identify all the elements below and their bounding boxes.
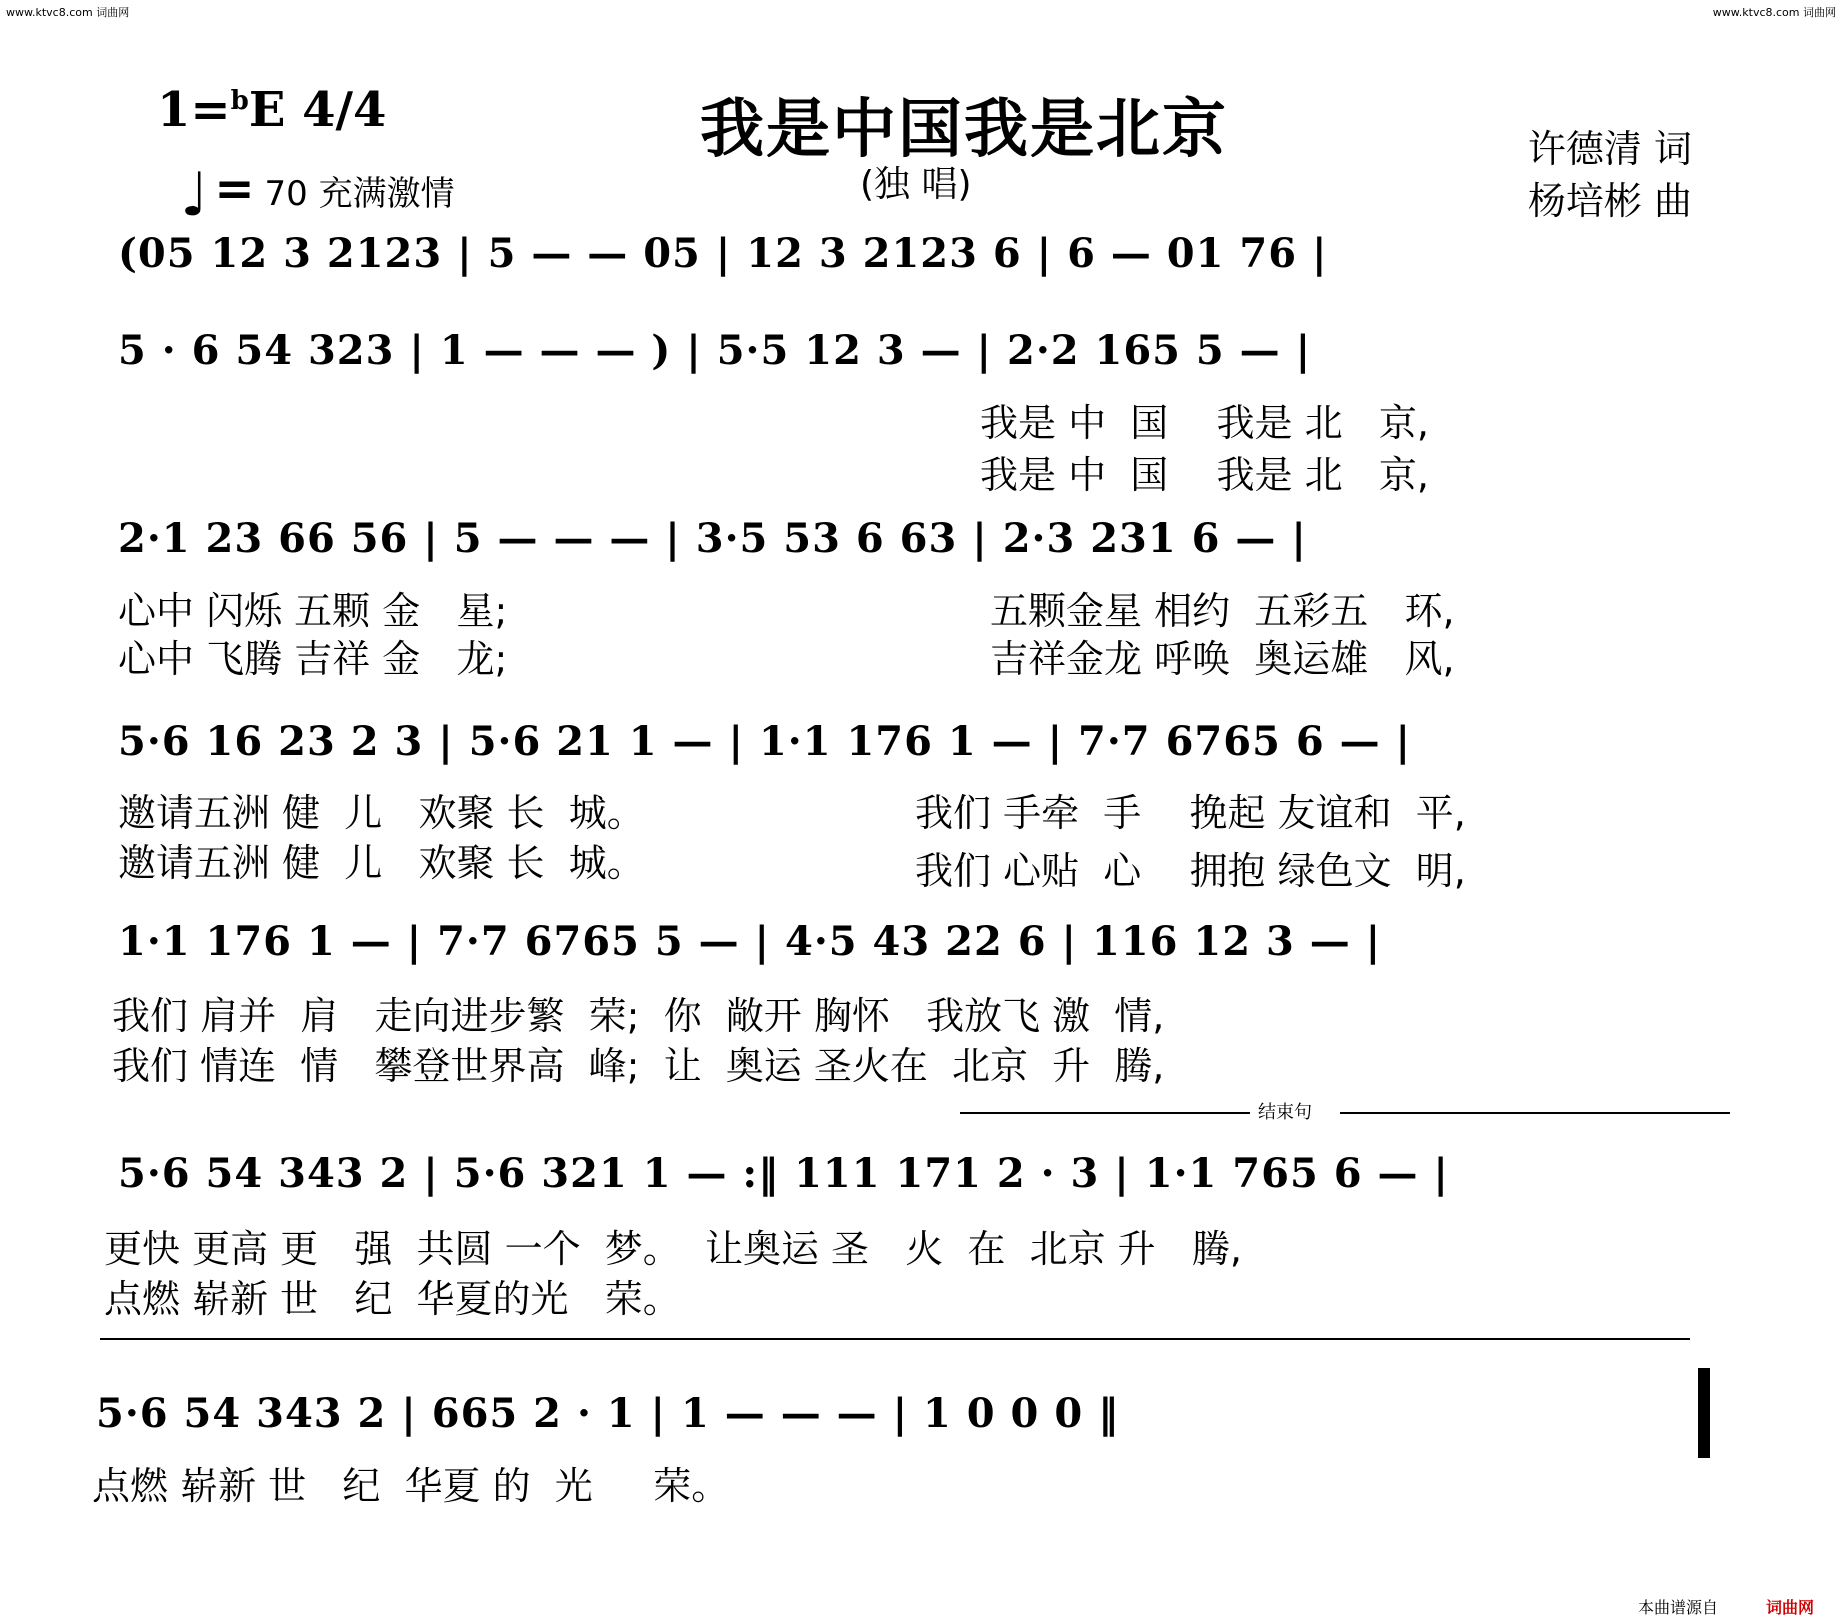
song-subtitle: (独 唱) [860, 164, 972, 205]
song-title: 我是中国我是北京 [700, 93, 1228, 167]
lyric-row2-verse1: 我是 中 国 我是 北 京, [980, 401, 1429, 445]
lyric-row6-verse2: 点燃 崭新 世 纪 华夏的光 荣。 [104, 1277, 681, 1321]
lyric-row4-verse2-a: 邀请五洲 健 儿 欢聚 长 城。 [118, 841, 645, 885]
final-barline [1698, 1368, 1710, 1458]
lyric-row7-verse1: 点燃 崭新 世 纪 华夏 的 光 荣。 [92, 1464, 730, 1508]
lyricist-credit: 许德清 词 [1527, 127, 1692, 171]
ending-bracket-left [960, 1112, 1250, 1114]
score-line-3: 2·1 23 66 56 | 5 — — — | 3·5 53 6 63 | 2·3 231 6 — | [118, 515, 1307, 562]
score-line-4: 5·6 16 23 2 3 | 5·6 21 1 — | 1·1 176 1 — | 7·7 6765 6 — | [118, 718, 1412, 765]
score-line-5: 1·1 176 1 — | 7·7 6765 5 — | 4·5 43 22 6 | 116 12 3 — | [118, 918, 1382, 965]
lyric-row3-verse1-b: 五颗金星 相约 五彩五 环, [990, 589, 1455, 633]
watermark-left: www.ktvc8.com 词曲网 [6, 6, 130, 19]
key-signature [157, 82, 386, 138]
key-flat: b [230, 86, 249, 116]
lyric-row3-verse2-b: 吉祥金龙 呼唤 奥运雄 风, [990, 637, 1455, 681]
lyric-row3-verse2-a: 心中 飞腾 吉祥 金 龙; [118, 637, 508, 681]
key-prefix: 1= [157, 82, 231, 138]
coda-bracket [100, 1338, 1690, 1340]
equals-sign: = [214, 161, 255, 217]
composer-credit: 杨培彬 曲 [1527, 179, 1692, 223]
lyric-row4-verse2-b: 我们 心贴 心 拥抱 绿色文 明, [915, 849, 1466, 893]
tempo-marking [180, 160, 455, 230]
lyric-row6-verse1: 更快 更高 更 强 共圆 一个 梦。 让奥运 圣 火 在 北京 升 腾, [104, 1227, 1242, 1271]
footer-source: 本曲谱源自 [1638, 1598, 1719, 1617]
lyric-row2-verse2: 我是 中 国 我是 北 京, [980, 453, 1429, 497]
ending-bracket-right [1340, 1112, 1730, 1114]
ending-label: 结束句 [1258, 1102, 1312, 1123]
lyric-row3-verse1-a: 心中 闪烁 五颗 金 星; [118, 589, 508, 633]
key-meter: E 4/4 [248, 82, 387, 138]
quarter-note-icon: ♩ [180, 160, 209, 230]
lyric-row5-verse2: 我们 情连 情 攀登世界高 峰; 让 奥运 圣火在 北京 升 腾, [112, 1044, 1165, 1088]
tempo-value: 70 充满激情 [264, 174, 455, 214]
score-line-6: 5·6 54 343 2 | 5·6 321 1 — :‖ 111 171 2 · 3 | 1·1 765 6 — | [118, 1150, 1449, 1197]
score-line-2: 5 · 6 54 323 | 1 — — — ) | 5·5 12 3 — | 2·2 165 5 — | [118, 327, 1312, 374]
footer-brand[interactable]: 词曲网 [1766, 1598, 1815, 1617]
score-line-7: 5·6 54 343 2 | 665 2 · 1 | 1 — — — | 1 0 0 0 ‖ [96, 1390, 1120, 1437]
score-line-1: (05 12 3 2123 | 5 — — 05 | 12 3 2123 6 | 6 — 01 76 | [118, 230, 1328, 277]
lyric-row5-verse1: 我们 肩并 肩 走向进步繁 荣; 你 敞开 胸怀 我放飞 激 情, [112, 994, 1165, 1038]
lyric-row4-verse1-b: 我们 手牵 手 挽起 友谊和 平, [915, 791, 1466, 835]
lyric-row4-verse1-a: 邀请五洲 健 儿 欢聚 长 城。 [118, 791, 645, 835]
watermark-right: www.ktvc8.com 词曲网 [1712, 6, 1836, 19]
